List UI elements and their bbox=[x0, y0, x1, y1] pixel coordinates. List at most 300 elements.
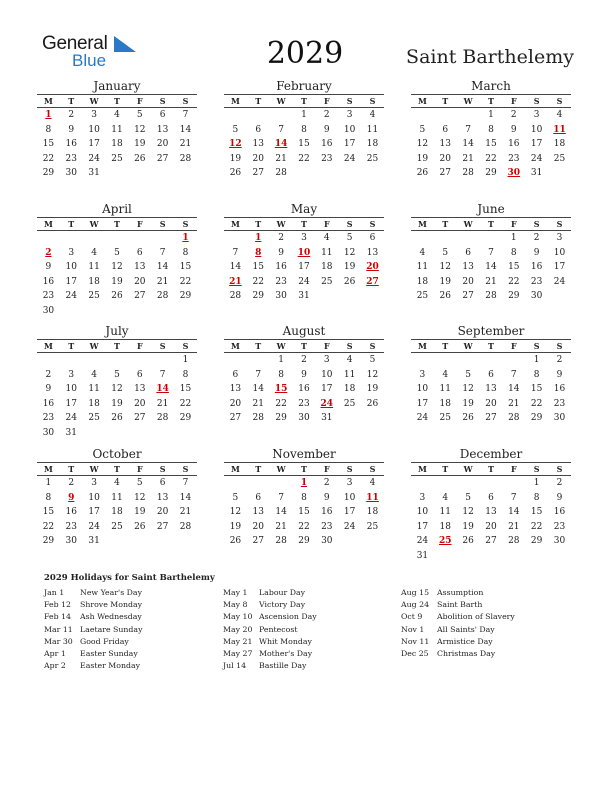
holiday-date: Feb 12 bbox=[44, 600, 71, 610]
weekday-label: F bbox=[136, 96, 143, 106]
empty-cell bbox=[525, 549, 548, 564]
day-cell: 18 bbox=[343, 384, 356, 395]
empty-cell bbox=[480, 476, 503, 491]
day-cell: 8 bbox=[45, 124, 52, 135]
day-cell: 27 bbox=[439, 168, 451, 179]
day-cell: 29 bbox=[252, 291, 264, 302]
day-cell: 2 bbox=[556, 478, 563, 488]
weekday-label: S bbox=[182, 96, 189, 106]
day-cell: 28 bbox=[462, 168, 474, 179]
day-cell: 29 bbox=[298, 536, 310, 547]
day-cell: 12 bbox=[111, 262, 123, 273]
holiday-item bbox=[44, 587, 142, 599]
day-cell: 27 bbox=[134, 291, 146, 302]
day-cell: 21 bbox=[508, 398, 520, 409]
day-cell: 21 bbox=[156, 398, 169, 409]
day-cell: 14 bbox=[462, 139, 474, 150]
day-cell: 28 bbox=[275, 536, 287, 547]
day-cell: 28 bbox=[179, 153, 192, 164]
holiday-name: Easter Monday bbox=[80, 661, 141, 671]
day-cell: 30 bbox=[65, 536, 77, 547]
day-cell: 16 bbox=[42, 398, 55, 409]
weekday-label: F bbox=[323, 96, 330, 106]
week-row bbox=[224, 353, 384, 368]
day-cell: 14 bbox=[229, 262, 242, 273]
day-cell: 6 bbox=[488, 369, 494, 380]
weekday-label: F bbox=[510, 341, 517, 351]
day-cell: 1 bbox=[510, 233, 517, 243]
empty-cell bbox=[106, 534, 129, 549]
weekday-label: W bbox=[89, 341, 99, 351]
week-row bbox=[37, 520, 197, 535]
day-cell: 17 bbox=[416, 398, 429, 409]
holiday-day-cell: 1 bbox=[300, 478, 308, 488]
day-cell: 2 bbox=[533, 233, 540, 243]
weekday-label: T bbox=[255, 219, 262, 229]
day-cell: 1 bbox=[533, 355, 540, 365]
day-cell: 11 bbox=[88, 384, 100, 395]
day-cell: 8 bbox=[533, 492, 540, 503]
day-cell: 18 bbox=[88, 398, 100, 409]
day-cell: 27 bbox=[156, 153, 169, 164]
day-cell: 4 bbox=[114, 110, 120, 120]
day-cell: 3 bbox=[68, 369, 75, 380]
weekday-label: M bbox=[43, 219, 53, 229]
holiday-date: Jul 14 bbox=[223, 661, 247, 671]
day-cell: 13 bbox=[252, 139, 264, 150]
day-cell: 31 bbox=[298, 291, 310, 302]
weekday-label: W bbox=[89, 464, 99, 474]
holiday-date: Mar 11 bbox=[44, 624, 73, 634]
holiday-item bbox=[223, 599, 317, 611]
day-cell: 24 bbox=[65, 291, 77, 302]
day-cell: 7 bbox=[510, 492, 517, 503]
calendar-year: 2029 bbox=[266, 36, 344, 71]
day-cell: 4 bbox=[323, 233, 330, 243]
day-cell: 26 bbox=[439, 291, 451, 302]
weekday-label: T bbox=[113, 464, 120, 474]
day-cell: 12 bbox=[462, 507, 474, 518]
day-cell: 15 bbox=[179, 384, 192, 395]
empty-cell bbox=[174, 166, 197, 181]
day-cell: 15 bbox=[530, 507, 543, 518]
day-cell: 17 bbox=[343, 507, 356, 518]
weekday-label: T bbox=[442, 219, 449, 229]
day-cell: 13 bbox=[366, 247, 379, 258]
weekday-label: S bbox=[533, 341, 540, 351]
day-cell: 16 bbox=[553, 507, 566, 518]
holiday-name: Laetare Sunday bbox=[80, 624, 143, 634]
weekday-label: T bbox=[68, 219, 75, 229]
day-cell: 21 bbox=[275, 521, 287, 532]
weekday-label: W bbox=[463, 464, 473, 474]
holiday-date: Apr 2 bbox=[44, 661, 66, 671]
day-cell: 8 bbox=[45, 492, 52, 503]
day-cell: 29 bbox=[530, 413, 543, 424]
weekday-header bbox=[411, 217, 571, 231]
day-cell: 22 bbox=[298, 153, 310, 164]
holiday-name: Christmas Day bbox=[437, 648, 496, 658]
day-cell: 26 bbox=[366, 398, 379, 409]
country-name: Saint Barthelemy bbox=[406, 46, 574, 68]
day-cell: 10 bbox=[530, 124, 543, 135]
weekday-label: S bbox=[369, 464, 376, 474]
empty-cell bbox=[411, 476, 434, 491]
day-cell: 7 bbox=[465, 124, 471, 135]
holiday-item bbox=[223, 636, 317, 648]
holiday-name: Bastille Day bbox=[259, 661, 307, 671]
day-cell: 23 bbox=[42, 413, 55, 424]
day-cell: 21 bbox=[462, 153, 474, 164]
day-cell: 3 bbox=[419, 369, 426, 380]
empty-cell bbox=[106, 353, 129, 368]
weekday-label: T bbox=[442, 341, 449, 351]
empty-cell bbox=[293, 166, 316, 181]
weekday-label: T bbox=[300, 341, 307, 351]
day-cell: 6 bbox=[136, 369, 143, 380]
day-cell: 26 bbox=[229, 168, 242, 179]
empty-cell bbox=[151, 166, 174, 181]
day-cell: 24 bbox=[65, 413, 77, 424]
holiday-day-cell: 27 bbox=[366, 276, 379, 287]
day-cell: 12 bbox=[343, 247, 356, 258]
weekday-label: W bbox=[463, 219, 473, 229]
day-cell: 5 bbox=[114, 369, 120, 380]
day-cell: 13 bbox=[156, 124, 169, 135]
day-cell: 23 bbox=[321, 521, 333, 532]
empty-cell bbox=[83, 231, 106, 246]
weekday-header bbox=[37, 462, 197, 476]
day-cell: 14 bbox=[508, 507, 520, 518]
month-name: July bbox=[105, 324, 129, 338]
empty-cell bbox=[151, 534, 174, 549]
day-cell: 6 bbox=[136, 247, 143, 258]
weekday-label: T bbox=[255, 96, 262, 106]
day-cell: 31 bbox=[530, 168, 543, 179]
holiday-day-cell: 24 bbox=[320, 398, 334, 409]
weekday-label: W bbox=[89, 219, 99, 229]
day-cell: 8 bbox=[301, 124, 307, 135]
day-cell: 12 bbox=[439, 262, 451, 273]
holiday-column bbox=[401, 587, 515, 660]
day-cell: 15 bbox=[252, 262, 264, 273]
day-cell: 20 bbox=[462, 276, 474, 287]
weekday-label: S bbox=[556, 464, 563, 474]
day-cell: 7 bbox=[232, 247, 239, 258]
day-cell: 23 bbox=[553, 398, 566, 409]
weekday-header bbox=[411, 339, 571, 353]
day-cell: 2 bbox=[278, 233, 284, 243]
day-cell: 23 bbox=[275, 276, 287, 287]
empty-cell bbox=[548, 549, 571, 564]
holiday-item bbox=[401, 599, 515, 611]
week-row bbox=[224, 505, 384, 520]
day-cell: 7 bbox=[159, 247, 166, 258]
day-cell: 15 bbox=[485, 139, 497, 150]
day-cell: 5 bbox=[136, 478, 143, 488]
day-cell: 19 bbox=[416, 153, 429, 164]
month-december bbox=[411, 447, 571, 564]
holiday-day-cell: 1 bbox=[45, 110, 52, 120]
holiday-date: May 20 bbox=[223, 624, 253, 634]
month-january bbox=[37, 79, 197, 181]
week-row bbox=[37, 382, 197, 397]
day-cell: 1 bbox=[488, 110, 494, 120]
day-cell: 20 bbox=[439, 153, 451, 164]
day-cell: 17 bbox=[530, 139, 543, 150]
day-cell: 20 bbox=[134, 398, 146, 409]
day-cell: 21 bbox=[252, 398, 264, 409]
empty-cell bbox=[224, 476, 247, 491]
day-cell: 19 bbox=[111, 398, 123, 409]
weekday-label: M bbox=[417, 219, 427, 229]
day-cell: 23 bbox=[42, 291, 55, 302]
holiday-day-cell: 1 bbox=[255, 233, 262, 243]
day-cell: 22 bbox=[252, 276, 264, 287]
day-cell: 7 bbox=[182, 478, 189, 488]
holiday-date: Nov 1 bbox=[401, 624, 425, 634]
day-cell: 7 bbox=[278, 124, 284, 135]
day-cell: 3 bbox=[556, 233, 563, 243]
day-cell: 16 bbox=[275, 262, 287, 273]
empty-cell bbox=[338, 534, 361, 549]
day-cell: 1 bbox=[45, 478, 52, 488]
empty-cell bbox=[434, 353, 457, 368]
week-row bbox=[224, 260, 384, 275]
week-row bbox=[224, 123, 384, 138]
week-row bbox=[224, 275, 384, 290]
empty-cell bbox=[548, 166, 571, 181]
day-cell: 2 bbox=[301, 355, 307, 365]
day-cell: 10 bbox=[65, 384, 77, 395]
day-cell: 22 bbox=[42, 521, 55, 532]
weekday-header bbox=[411, 94, 571, 108]
holiday-item bbox=[401, 611, 515, 623]
empty-cell bbox=[106, 231, 129, 246]
weekday-label: M bbox=[43, 96, 53, 106]
holiday-item bbox=[223, 648, 317, 660]
week-row bbox=[411, 166, 571, 181]
day-cell: 21 bbox=[179, 139, 192, 150]
day-cell: 10 bbox=[553, 247, 566, 258]
week-row bbox=[224, 152, 384, 167]
day-cell: 29 bbox=[42, 168, 55, 179]
day-cell: 5 bbox=[232, 492, 239, 503]
day-cell: 29 bbox=[530, 536, 543, 547]
holiday-name: Easter Sunday bbox=[80, 648, 138, 658]
holiday-day-cell: 1 bbox=[182, 233, 189, 243]
holiday-item bbox=[223, 611, 317, 623]
empty-cell bbox=[128, 426, 151, 441]
week-row bbox=[37, 505, 197, 520]
holiday-item bbox=[401, 636, 515, 648]
day-cell: 26 bbox=[134, 153, 146, 164]
day-cell: 24 bbox=[88, 521, 100, 532]
day-cell: 18 bbox=[439, 398, 451, 409]
day-cell: 20 bbox=[156, 139, 169, 150]
week-row bbox=[37, 353, 197, 368]
day-cell: 6 bbox=[488, 492, 494, 503]
day-cell: 3 bbox=[91, 478, 97, 488]
week-row bbox=[411, 491, 571, 506]
day-cell: 24 bbox=[343, 153, 356, 164]
week-row bbox=[37, 491, 197, 506]
empty-cell bbox=[247, 108, 270, 123]
holiday-date: Feb 14 bbox=[44, 612, 71, 622]
weekday-label: S bbox=[182, 219, 189, 229]
day-cell: 10 bbox=[65, 262, 77, 273]
holiday-day-cell: 25 bbox=[439, 536, 452, 547]
day-cell: 7 bbox=[488, 247, 494, 258]
day-cell: 16 bbox=[65, 507, 77, 518]
day-cell: 17 bbox=[416, 521, 429, 532]
holiday-name: Armistice Day bbox=[437, 636, 493, 646]
weekday-header bbox=[37, 217, 197, 231]
day-cell: 11 bbox=[88, 262, 100, 273]
week-row bbox=[411, 152, 571, 167]
day-cell: 17 bbox=[65, 276, 77, 287]
day-cell: 22 bbox=[42, 153, 55, 164]
holiday-item bbox=[44, 599, 142, 611]
weekday-label: F bbox=[510, 96, 517, 106]
day-cell: 18 bbox=[439, 521, 451, 532]
day-cell: 3 bbox=[346, 110, 353, 120]
day-cell: 17 bbox=[88, 139, 100, 150]
day-cell: 8 bbox=[182, 369, 189, 380]
empty-cell bbox=[361, 166, 384, 181]
holiday-name: Ascension Day bbox=[259, 612, 317, 622]
day-cell: 14 bbox=[179, 124, 192, 135]
day-cell: 20 bbox=[485, 521, 497, 532]
day-cell: 13 bbox=[134, 262, 146, 273]
day-cell: 31 bbox=[416, 550, 429, 561]
holiday-date: May 8 bbox=[223, 600, 248, 610]
week-row bbox=[411, 108, 571, 123]
holiday-name: Mother's Day bbox=[259, 648, 313, 658]
empty-cell bbox=[106, 426, 129, 441]
day-cell: 30 bbox=[275, 291, 287, 302]
day-cell: 10 bbox=[88, 124, 100, 135]
logo-text-general: General bbox=[42, 33, 108, 54]
weekday-header bbox=[224, 94, 384, 108]
day-cell: 2 bbox=[45, 369, 52, 380]
day-cell: 23 bbox=[553, 521, 566, 532]
day-cell: 11 bbox=[111, 492, 123, 503]
week-row bbox=[37, 411, 197, 426]
day-cell: 2 bbox=[556, 355, 563, 365]
holiday-day-cell: 20 bbox=[366, 262, 379, 273]
empty-cell bbox=[247, 476, 270, 491]
week-row bbox=[37, 260, 197, 275]
day-cell: 16 bbox=[298, 384, 310, 395]
weekday-label: W bbox=[463, 341, 473, 351]
day-cell: 4 bbox=[346, 355, 353, 365]
month-name: June bbox=[477, 202, 505, 216]
day-cell: 9 bbox=[278, 247, 284, 258]
day-cell: 22 bbox=[179, 398, 192, 409]
week-row bbox=[37, 304, 197, 319]
month-april bbox=[37, 202, 197, 319]
day-cell: 28 bbox=[485, 291, 497, 302]
holiday-item bbox=[223, 587, 317, 599]
week-row bbox=[224, 368, 384, 383]
day-cell: 16 bbox=[42, 276, 55, 287]
holiday-item bbox=[44, 636, 142, 648]
weekday-label: F bbox=[323, 341, 330, 351]
day-cell: 19 bbox=[134, 507, 146, 518]
weekday-label: S bbox=[369, 96, 376, 106]
empty-cell bbox=[60, 231, 83, 246]
day-cell: 5 bbox=[419, 124, 426, 135]
week-row bbox=[37, 426, 197, 441]
month-name: May bbox=[290, 202, 318, 216]
day-cell: 10 bbox=[321, 369, 333, 380]
week-row bbox=[224, 231, 384, 246]
day-cell: 28 bbox=[252, 413, 264, 424]
month-name: December bbox=[459, 447, 523, 461]
day-cell: 9 bbox=[301, 369, 307, 380]
day-cell: 26 bbox=[343, 276, 356, 287]
day-cell: 13 bbox=[485, 507, 497, 518]
day-cell: 7 bbox=[159, 369, 166, 380]
holiday-item bbox=[223, 660, 317, 672]
day-cell: 31 bbox=[65, 427, 77, 438]
day-cell: 16 bbox=[321, 139, 333, 150]
empty-cell bbox=[434, 108, 457, 123]
day-cell: 12 bbox=[229, 507, 242, 518]
weekday-label: S bbox=[159, 96, 166, 106]
week-row bbox=[411, 505, 571, 520]
day-cell: 19 bbox=[462, 521, 474, 532]
holiday-date: May 1 bbox=[223, 588, 248, 597]
day-cell: 4 bbox=[442, 492, 449, 503]
week-row bbox=[37, 123, 197, 138]
weekday-label: T bbox=[487, 96, 494, 106]
day-cell: 3 bbox=[419, 492, 426, 503]
day-cell: 14 bbox=[508, 384, 520, 395]
weekday-label: S bbox=[182, 341, 189, 351]
week-row bbox=[411, 382, 571, 397]
empty-cell bbox=[174, 426, 197, 441]
day-cell: 4 bbox=[369, 478, 376, 488]
weekday-label: F bbox=[136, 464, 143, 474]
holiday-date: Apr 1 bbox=[44, 648, 66, 658]
day-cell: 13 bbox=[462, 262, 474, 273]
week-row bbox=[224, 491, 384, 506]
weekday-label: S bbox=[159, 341, 166, 351]
weekday-header bbox=[224, 462, 384, 476]
week-row bbox=[37, 289, 197, 304]
day-cell: 19 bbox=[462, 398, 474, 409]
empty-cell bbox=[128, 231, 151, 246]
month-june bbox=[411, 202, 571, 304]
day-cell: 13 bbox=[439, 139, 451, 150]
month-november bbox=[224, 447, 384, 549]
day-cell: 1 bbox=[301, 110, 307, 120]
holiday-name: Victory Day bbox=[259, 600, 306, 610]
empty-cell bbox=[457, 231, 480, 246]
day-cell: 11 bbox=[343, 369, 356, 380]
weekday-label: T bbox=[442, 96, 449, 106]
day-cell: 5 bbox=[442, 247, 449, 258]
weekday-label: S bbox=[556, 219, 563, 229]
empty-cell bbox=[174, 534, 197, 549]
empty-cell bbox=[457, 476, 480, 491]
day-cell: 26 bbox=[111, 413, 123, 424]
day-cell: 24 bbox=[416, 536, 429, 547]
weekday-label: F bbox=[510, 464, 517, 474]
empty-cell bbox=[457, 549, 480, 564]
